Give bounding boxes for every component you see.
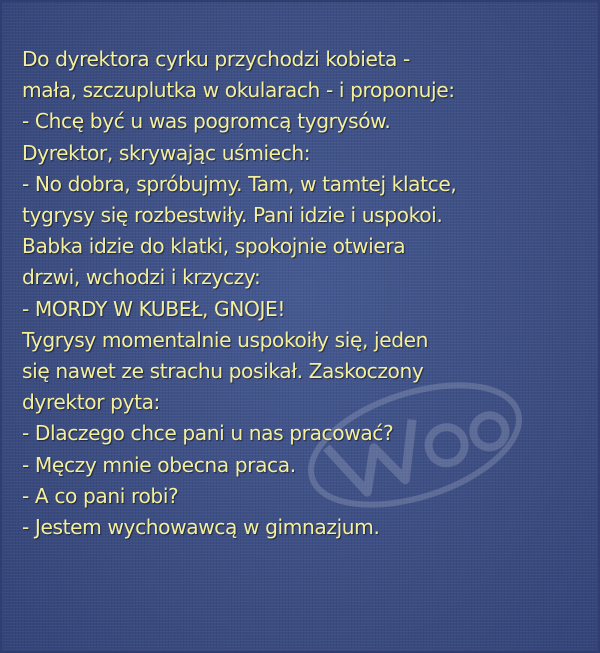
joke-line: - Męczy mnie obecna praca. (22, 452, 296, 477)
joke-line: - MORDY W KUBEŁ, GNOJE! (22, 296, 286, 321)
joke-line: tygrysy się rozbestwiły. Pani idzie i uspokoi. (22, 203, 443, 228)
joke-line: - A co pani robi? (22, 483, 179, 508)
joke-line: mała, szczuplutka w okularach - i proponuje: (22, 78, 455, 103)
joke-line: Babka idzie do klatki, spokojnie otwiera (22, 234, 406, 259)
joke-line: Do dyrektora cyrku przychodzi kobieta - (22, 47, 410, 71)
joke-line: Dyrektor, skrywając uśmiech: (22, 140, 311, 165)
joke-line: - Jestem wychowawcą w gimnazjum. (22, 515, 380, 540)
joke-line: Tygrysy momentalnie uspokoiły się, jeden (22, 327, 429, 352)
joke-text (22, 44, 588, 543)
joke-line: dyrektor pyta: (22, 390, 160, 415)
joke-line: - No dobra, spróbujmy. Tam, w tamtej klatce, (22, 171, 457, 196)
joke-line: drzwi, wchodzi i krzyczy: (22, 265, 261, 290)
joke-line: - Chcę być u was pogromcą tygrysów. (22, 109, 391, 134)
joke-line: - Dlaczego chce pani u nas pracować? (22, 421, 394, 446)
joke-line: się nawet ze strachu posikał. Zaskoczony (22, 359, 424, 384)
